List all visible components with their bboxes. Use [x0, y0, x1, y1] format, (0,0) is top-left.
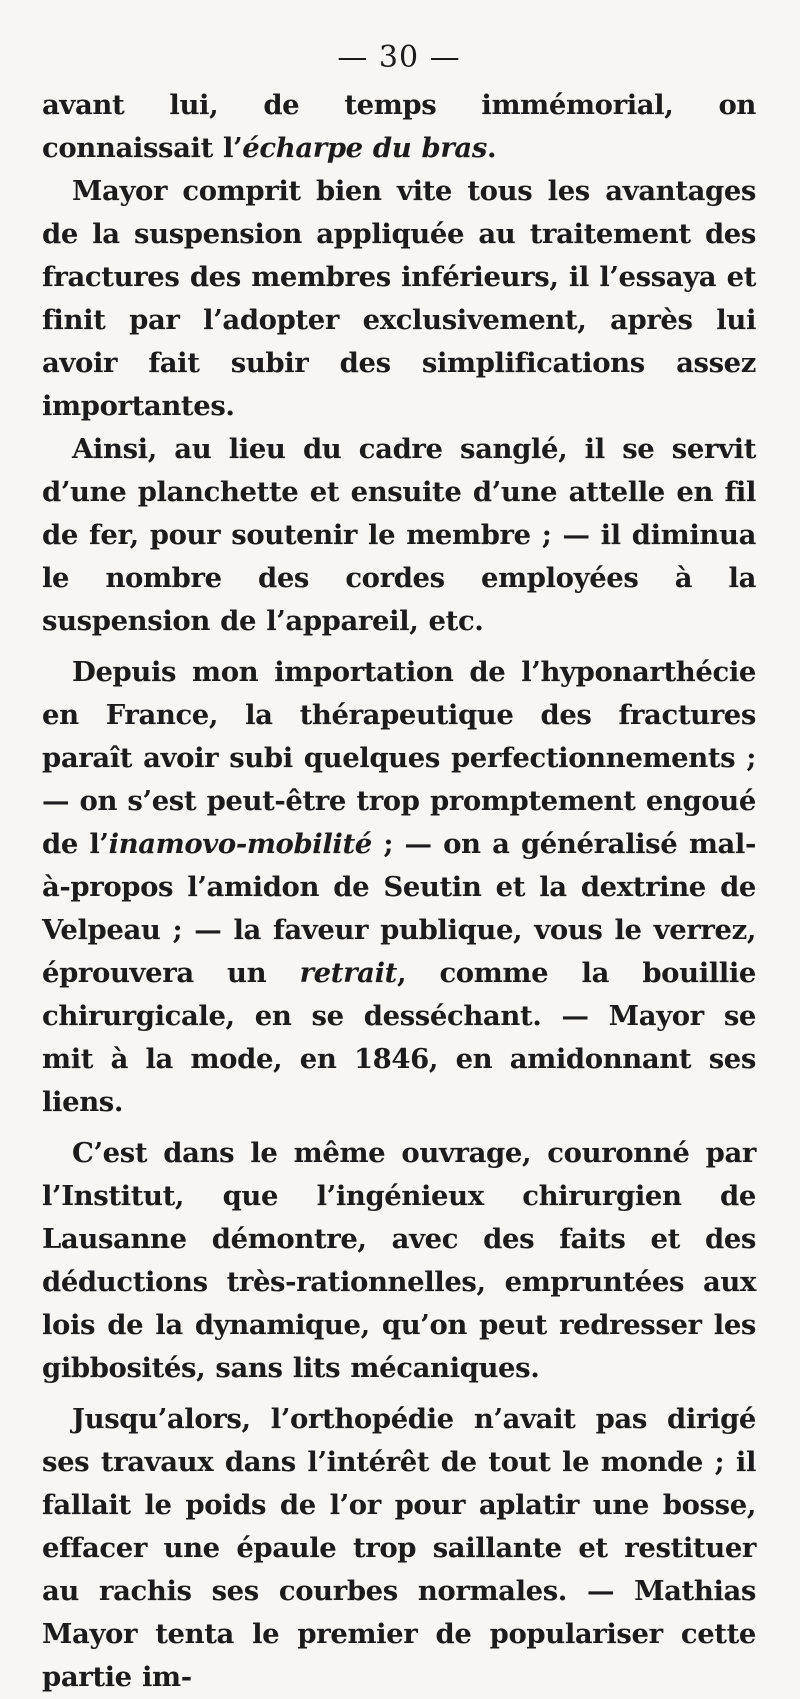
paragraph-2 — [42, 170, 756, 428]
paragraph-6-text: Jusqu’alors, l’orthopédie n’avait pas dirigé ses travaux dans l’intérêt de tout le monde ; il fallait le poids de l’or pour aplatir une bosse, effacer une épaule trop saillante et restituer au rachis ses courbes normales. — Mathias Mayor tenta le premier de populariser cette partie im- — [42, 1403, 756, 1693]
paragraph-4 — [42, 651, 756, 1124]
paragraph-1 — [42, 84, 756, 170]
paragraph-5-text: C’est dans le même ouvrage, couronné par l’Institut, que l’ingénieux chirurgien de Lausanne démontre, avec des faits et des déductions très-rationnelles, empruntées aux lois de la dynamique, qu’on peut redresser les gibbosités, sans lits mécaniques. — [42, 1137, 756, 1384]
paragraph-3 — [42, 428, 756, 643]
paragraph-1-italic-1: écharpe du bras — [242, 132, 487, 164]
paragraph-3-text: Ainsi, au lieu du cadre sanglé, il se servit d’une planchette et ensuite d’une attelle en fil de fer, pour soutenir le membre ; — il diminua le nombre des cordes employées à la suspension de l’appareil, etc. — [42, 433, 756, 637]
paragraph-gap — [42, 1390, 756, 1398]
paragraph-4-text-2: ; — on a généralisé mal-à-propos l’amidon de Seutin et la dextrine de Velpeau ; — la faveur publique, vous le verrez, éprouvera un — [42, 828, 756, 989]
paragraph-4-text-1: Depuis mon importation de l’hyponarthécie en France, la thérapeutique des fractures paraît avoir subi quelques perfectionnements ; — on s’est peut-être trop promptement engoué de l’ — [42, 656, 756, 860]
paragraph-4-italic-2: retrait — [299, 957, 397, 989]
paragraph-gap — [42, 643, 756, 651]
paragraph-1-text-2: . — [486, 132, 497, 164]
page-number: — 30 — — [337, 40, 461, 75]
paragraph-4-italic-1: inamovo-mobilité — [108, 828, 372, 860]
paragraph-2-text: Mayor comprit bien vite tous les avantages de la suspension appliquée au traitement des fractures des membres inférieurs, il l’essaya et finit par l’adopter exclusivement, après lui avoir fait subir des simplifications assez importantes. — [42, 175, 756, 422]
paragraph-1-text-1: avant lui, de temps immémorial, on connaissait l’ — [42, 89, 756, 164]
paragraph-6 — [42, 1398, 756, 1699]
paragraph-5 — [42, 1132, 756, 1390]
paragraph-gap — [42, 1124, 756, 1132]
paragraph-4-text-3: , comme la bouillie chirurgicale, en se desséchant. — Mayor se mit à la mode, en 1846, en amidonnant ses liens. — [42, 957, 756, 1118]
